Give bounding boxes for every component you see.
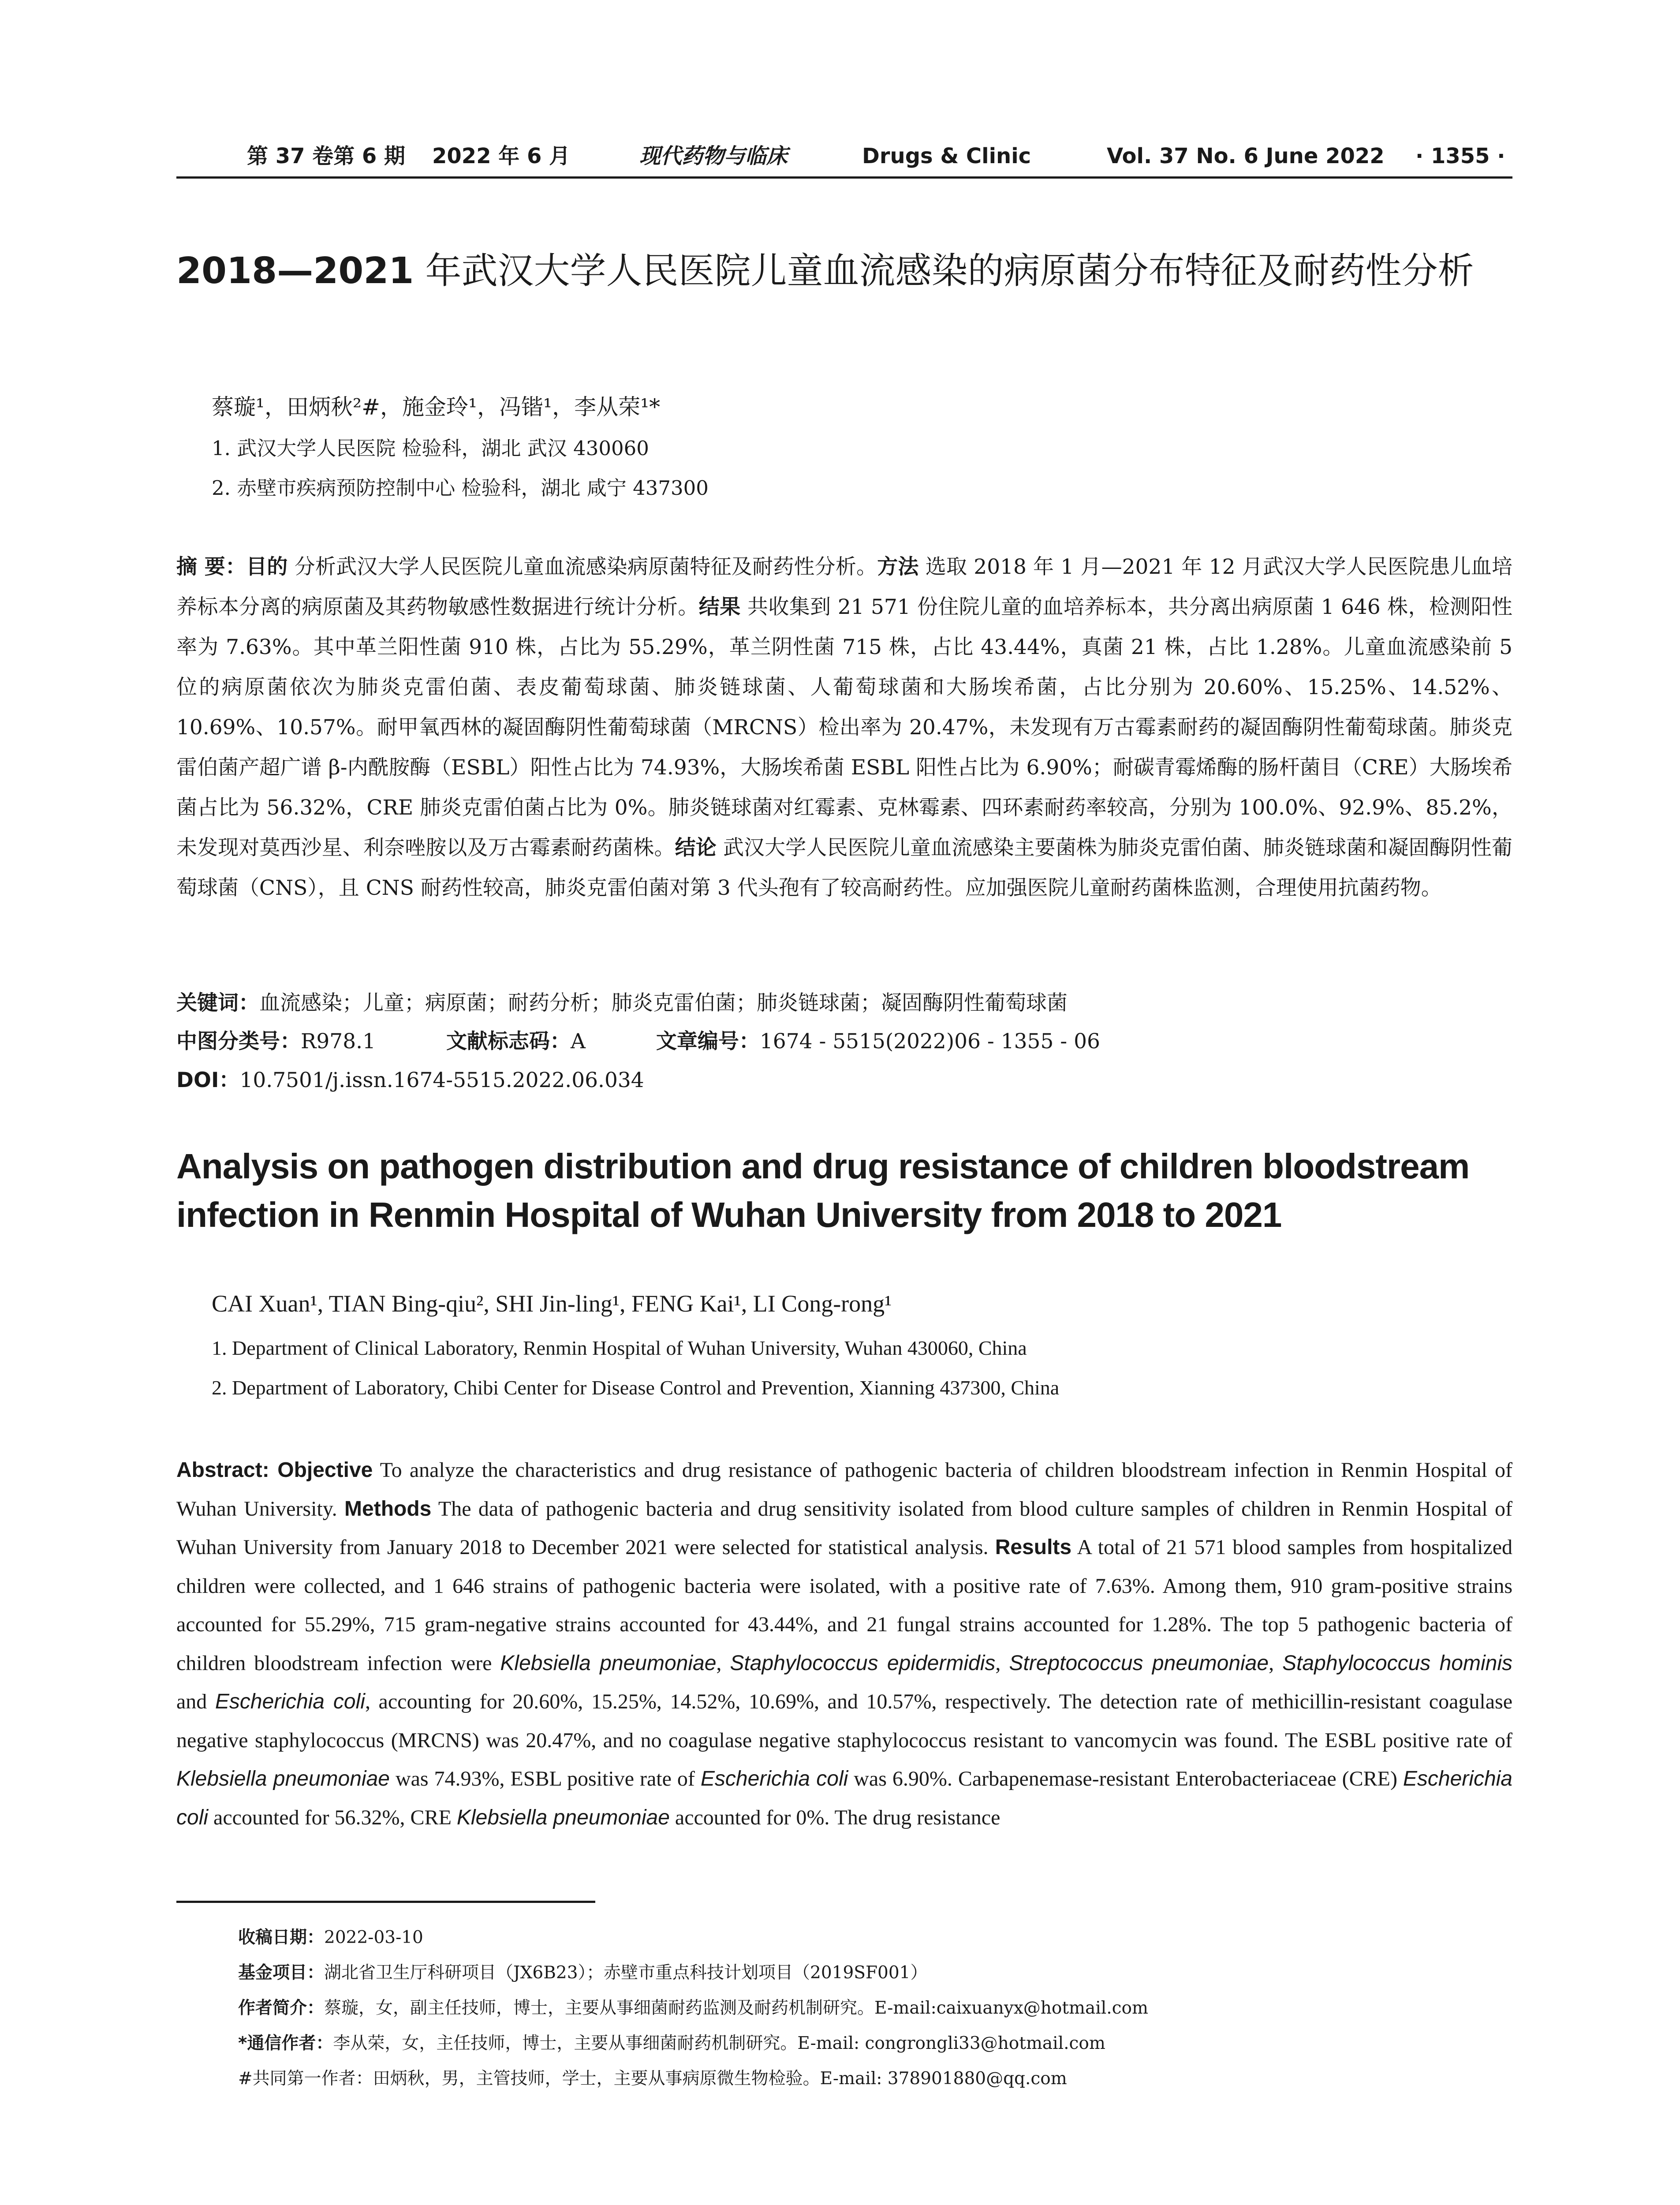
clc-label: 中图分类号：: [176, 1029, 301, 1054]
header-journal-cn: 现代药物与临床: [639, 144, 788, 168]
results-en-5: accounted for 56.32%, CRE: [208, 1805, 457, 1829]
header-rule: [176, 176, 1512, 179]
doi-label: DOI：: [176, 1068, 240, 1092]
species-klebsiella: Klebsiella pneumoniae: [176, 1767, 390, 1790]
footnote-cofirst: #共同第一作者：田炳秋，男，主管技师，学士，主要从事病原微生物检验。E-mail: 378901880@qq.com: [238, 2069, 1067, 2089]
clc-value: R978.1: [301, 1029, 376, 1054]
doc-code-label: 文献标志码：: [446, 1029, 571, 1054]
received-label: 收稿日期：: [238, 1928, 325, 1947]
separator: ,: [716, 1651, 730, 1675]
species-klebsiella: Klebsiella pneumoniae: [456, 1805, 670, 1829]
abstract-cn: [176, 547, 1512, 908]
title-en: Analysis on pathogen distribution and drug resistance of children bloodstream infection in Renmin Hospital of Wuhan University from 2018 to 2021: [176, 1147, 1470, 1234]
header-journal-en: Drugs & Clinic: [862, 144, 1031, 168]
objective-cn: 分析武汉大学人民医院儿童血流感染病原菌特征及耐药性分析。: [287, 555, 877, 579]
footnote-corresponding: [238, 2031, 1105, 2056]
results-en-4: was 6.90%. Carbapenemase-resistant Enterobacteriaceae (CRE): [848, 1767, 1403, 1790]
bio-text: 蔡璇，女，副主任技师，博士，主要从事细菌耐药监测及耐药机制研究。E-mail:caixuanyx@hotmail.com: [324, 1998, 1148, 2018]
doc-code-value: A: [570, 1029, 586, 1054]
objective-en: To analyze the characteristics and drug resistance of pathogenic bacteria of children bloodstream infection in Renmin Hospital of Wuhan University.: [176, 1458, 1512, 1521]
abstract-en: [176, 1451, 1512, 1837]
separator: ,: [1269, 1651, 1283, 1675]
authors-en: CAI Xuan¹, TIAN Bing-qiu², SHI Jin-ling¹, FENG Kai¹, LI Cong-rong¹: [212, 1290, 892, 1317]
running-header: [176, 140, 1512, 172]
received-date: 2022-03-10: [324, 1928, 423, 1947]
article-number-value: 1674 - 5515(2022)06 - 1355 - 06: [759, 1029, 1100, 1054]
species-staph-epidermidis: Staphylococcus epidermidis: [730, 1651, 996, 1675]
results-en-3: was 74.93%, ESBL positive rate of: [389, 1767, 701, 1790]
title-cn-rest: 年武汉大学人民医院儿童血流感染的病原菌分布特征及耐药性分析: [414, 250, 1474, 292]
species-klebsiella: Klebsiella pneumoniae: [500, 1651, 717, 1675]
affiliation-cn-1: 1. 武汉大学人民医院 检验科，湖北 武汉 430060: [212, 437, 649, 460]
results-en-6: accounted for 0%. The drug resistance: [669, 1805, 1001, 1829]
article-number-label: 文章编号：: [656, 1029, 760, 1054]
species-staph-hominis: Staphylococcus hominis: [1282, 1651, 1512, 1675]
fund-text: 湖北省卫生厅科研项目（JX6B23）；赤壁市重点科技计划项目（2019SF001）: [324, 1963, 928, 1983]
title-cn-years: 2018—2021: [176, 250, 414, 292]
footnote-rule: [176, 1901, 595, 1903]
doi-line: [176, 1063, 644, 1098]
species-e-coli: Escherichia coli: [215, 1690, 365, 1713]
species-e-coli: Escherichia coli: [176, 1767, 1512, 1829]
keywords: [176, 986, 1068, 1021]
footnote-fund: [238, 1960, 927, 1986]
fund-label: 基金项目：: [238, 1963, 325, 1983]
conclusion-cn: 武汉大学人民医院儿童血流感染主要菌株为肺炎克雷伯菌、肺炎链球菌和凝固酶阴性葡萄球菌（CNS），且 CNS 耐药性较高，肺炎克雷伯菌对第 3 代头孢有了较高耐药性。应加强医院儿童耐药菌株监测，合理使用抗菌药物。: [176, 836, 1513, 900]
objective-label-cn: 目的: [246, 555, 288, 579]
results-label-cn: 结果: [698, 595, 741, 619]
header-issue-cn: 第 37 卷第 6 期: [247, 144, 406, 168]
header-page-number: · 1355 ·: [1415, 144, 1505, 168]
species-e-coli: Escherichia coli: [700, 1767, 848, 1790]
methods-en: The data of pathogenic bacteria and drug sensitivity isolated from blood culture samples of children in Renmin Hospital of Wuhan University from January 2018 to December 2021 were selected for statistical analysis.: [176, 1497, 1512, 1559]
corr-text: 李从荣，女，主任技师，博士，主要从事细菌耐药机制研究。E-mail: congrongli33@hotmail.com: [333, 2033, 1105, 2053]
results-cn: 共收集到 21 571 份住院儿童的血培养标本，共分离出病原菌 1 646 株，检测阳性率为 7.63%。其中革兰阳性菌 910 株，占比为 55.29%，革兰阴性菌 715 株，占比 43.44%，真菌 21 株，占比 1.28%。儿童血流感染前 5 位的病原菌依次为肺炎克雷伯菌、表皮葡萄球菌、肺炎链球菌、人葡萄球菌和大肠埃希菌，占比分别为 20.60%、15.25%、14.52%、10.69%、10.57%。耐甲氧西林的凝固酶阴性葡萄球菌（MRCNS）检出率为 20.47%，未发现有万古霉素耐药的凝固酶阴性葡萄球菌。肺炎克雷伯菌产超广谱 β-内酰胺酶（ESBL）阳性占比为 74.93%，大肠埃希菌 ESBL 阳性占比为 6.90%；耐碳青霉烯酶的肠杆菌目（CRE）大肠埃希菌占比为 56.32%，CRE 肺炎克雷伯菌占比为 0%。肺炎链球菌对红霉素、克林霉素、四环素耐药率较高，分别为 100.0%、92.9%、85.2%，未发现对莫西沙星、利奈唑胺以及万古霉素耐药菌株。: [176, 595, 1513, 860]
abstract-cn-label: 摘 要：: [176, 555, 246, 579]
bio-label: 作者简介：: [238, 1998, 325, 2018]
footnote-received: [238, 1925, 423, 1951]
results-en-1: A total of 21 571 blood samples from hospitalized children were collected, and 1 646 strains of pathogenic bacteria were isolated, with a positive rate of 7.63%. Among them, 910 gram-positive strains accounted for 55.29%, 715 gram-negative strains accounted for 43.44%, and 21 fungal strains accounted for 1.28%. The top 5 pathogenic bacteria of children bloodstream infection were: [176, 1536, 1513, 1675]
affiliation-en-1: 1. Department of Clinical Laboratory, Renmin Hospital of Wuhan University, Wuhan 430060, China: [212, 1337, 1027, 1359]
conclusion-label-cn: 结论: [675, 836, 717, 860]
footnote-author-bio: [238, 1996, 1148, 2021]
header-issue-en: Vol. 37 No. 6 June 2022: [1107, 144, 1385, 168]
abstract-en-label: Abstract: Objective: [176, 1458, 373, 1482]
classification-line: [176, 1024, 1100, 1059]
methods-label-en: Methods: [344, 1497, 432, 1521]
keywords-label: 关键词：: [176, 991, 259, 1015]
results-label-en: Results: [995, 1536, 1072, 1559]
results-en-2: , accounting for 20.60%, 15.25%, 14.52%, 10.69%, and 10.57%, respectively. The detection rate of methicillin-resistant coagulase negative staphylococcus (MRCNS) was 20.47%, and no coagulase negative staphylococcus resistant to vancomycin was found. The ESBL positive rate of: [176, 1690, 1512, 1752]
methods-label-cn: 方法: [877, 555, 919, 579]
title-cn: [176, 247, 1512, 295]
species-strep-pneumoniae: Streptococcus pneumoniae: [1009, 1651, 1269, 1675]
doi-value: 10.7501/j.issn.1674-5515.2022.06.034: [239, 1068, 644, 1092]
affiliation-cn-2: 2. 赤壁市疾病预防控制中心 检验科，湖北 咸宁 437300: [212, 476, 709, 500]
authors-cn: 蔡璇¹，田炳秋²#，施金玲¹，冯锴¹，李从荣¹*: [212, 394, 661, 420]
methods-cn: 选取 2018 年 1 月—2021 年 12 月武汉大学人民医院患儿血培养标本分离的病原菌及其药物敏感性数据进行统计分析。: [176, 555, 1513, 619]
header-date-cn: 2022 年 6 月: [432, 144, 571, 168]
conjunction: and: [176, 1690, 215, 1713]
keywords-text: 血流感染；儿童；病原菌；耐药分析；肺炎克雷伯菌；肺炎链球菌；凝固酶阴性葡萄球菌: [259, 991, 1068, 1015]
separator: ,: [995, 1651, 1009, 1675]
corr-label: *通信作者：: [238, 2033, 333, 2053]
affiliation-en-2: 2. Department of Laboratory, Chibi Center for Disease Control and Prevention, Xianning 437300, China: [212, 1376, 1060, 1399]
